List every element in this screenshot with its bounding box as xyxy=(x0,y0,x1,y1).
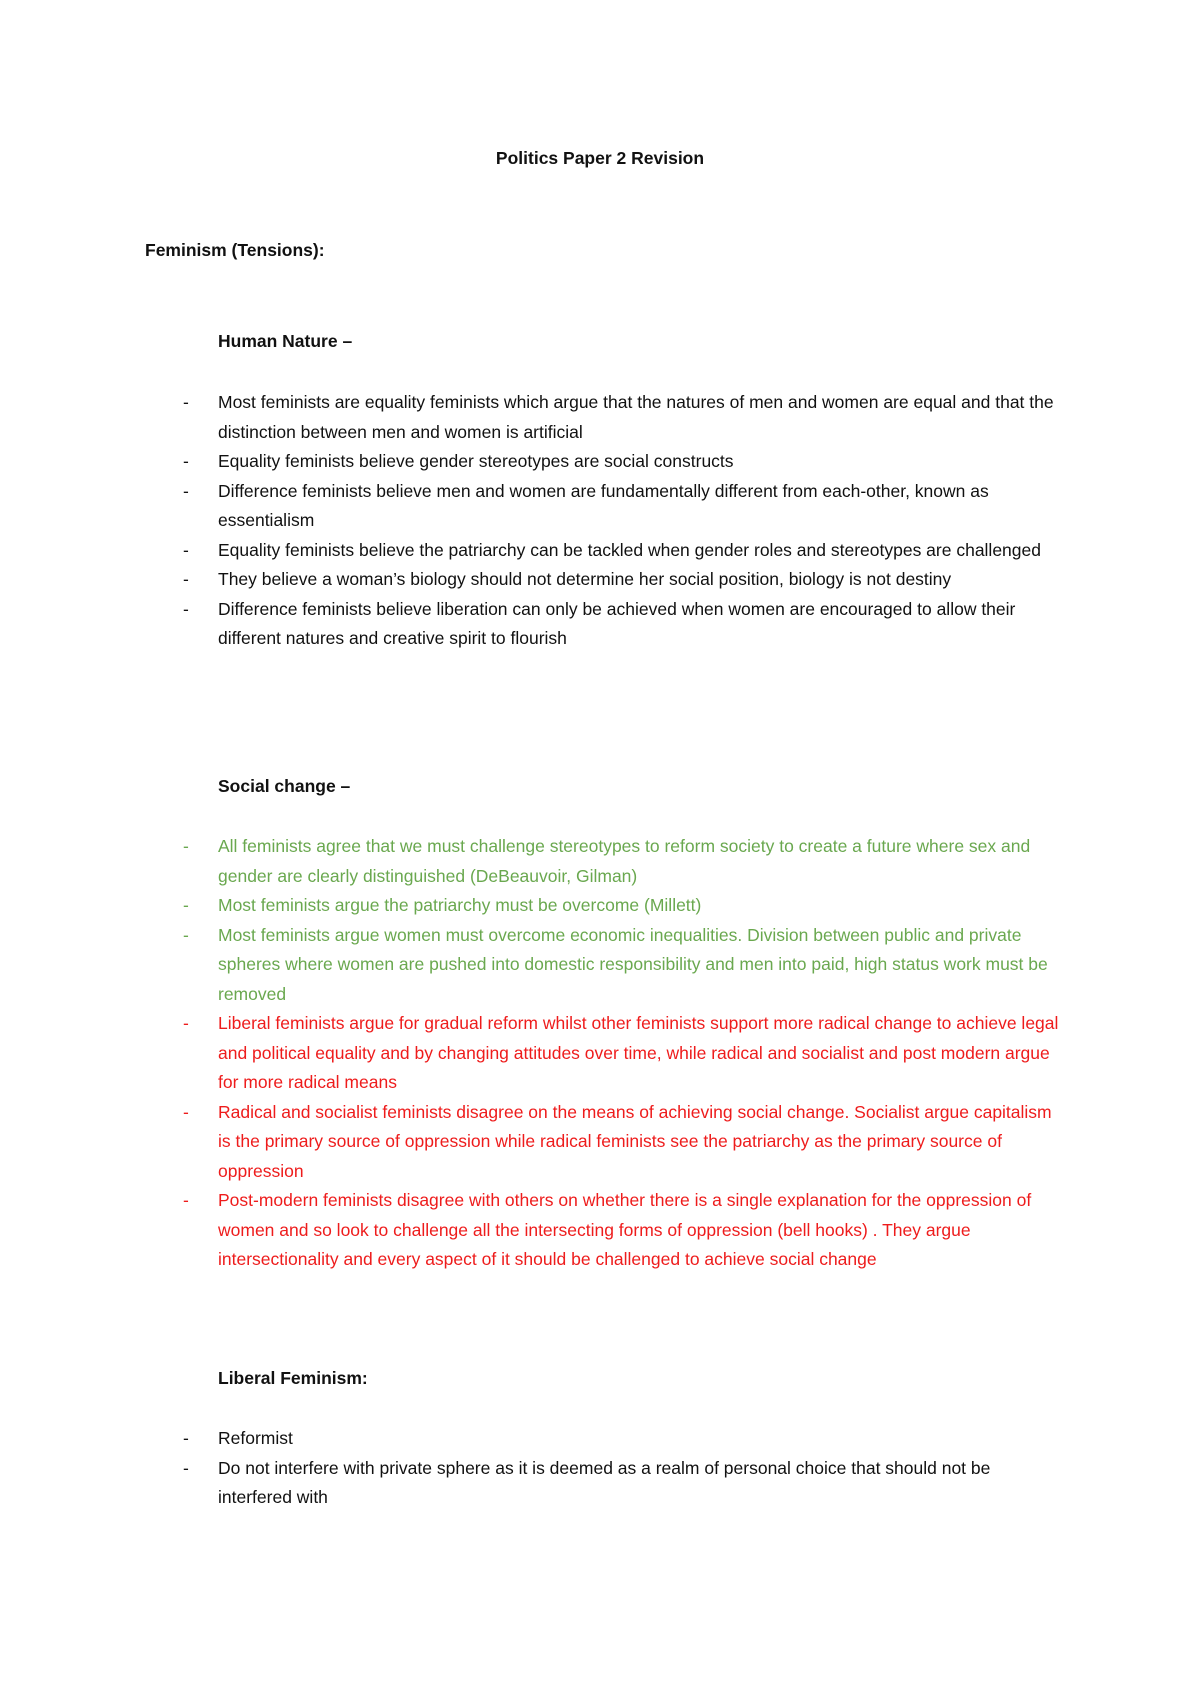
bullet-dash: - xyxy=(183,1457,189,1478)
list-human-nature xyxy=(0,388,1200,654)
bullet-dash: - xyxy=(183,1428,189,1448)
document-title: Politics Paper 2 Revision xyxy=(495,148,705,168)
list-item xyxy=(0,1098,1200,1187)
bullet-dash: - xyxy=(183,1190,189,1210)
list-item xyxy=(0,1454,1200,1513)
bullet-dash: - xyxy=(183,1013,189,1033)
bullet-dash: - xyxy=(183,598,189,619)
list-item-text: Difference feminists believe liberation can only be achieved when women are encouraged to allow their different natures and creative spirit to flourish xyxy=(218,598,1016,648)
bullet-dash: - xyxy=(183,836,189,856)
list-social-change xyxy=(0,832,1200,1275)
subheading-social-change: Social change – xyxy=(218,776,351,796)
list-item-text: Do not interfere with private sphere as it is deemed as a realm of personal choice that should not be interfered with xyxy=(218,1457,991,1507)
subheading-human-nature: Human Nature – xyxy=(218,331,353,351)
list-item-text: Equality feminists believe the patriarchy can be tackled when gender roles and stereotypes are challenged xyxy=(218,539,1041,560)
list-item xyxy=(0,477,1200,536)
subheading-liberal-feminism: Liberal Feminism: xyxy=(218,1368,368,1388)
list-item xyxy=(0,1186,1200,1275)
list-item-text: Most feminists argue the patriarchy must be overcome (Millett) xyxy=(218,895,702,915)
list-item xyxy=(0,388,1200,447)
list-item-text: Difference feminists believe men and women are fundamentally different from each-other, known as essentialism xyxy=(218,480,989,530)
bullet-dash: - xyxy=(183,392,189,412)
section-heading-feminism-tensions: Feminism (Tensions): xyxy=(145,240,325,260)
list-item xyxy=(0,447,1200,477)
bullet-dash: - xyxy=(183,924,189,945)
list-item xyxy=(0,891,1200,921)
list-item-text: All feminists agree that we must challenge stereotypes to reform society to create a future where sex and gender are clearly distinguished (DeBeauvoir, Gilman) xyxy=(218,836,1031,886)
list-item-text: Reformist xyxy=(218,1428,293,1448)
list-item xyxy=(0,565,1200,595)
list-item-text: Most feminists are equality feminists which argue that the natures of men and women are equal and that the distinction between men and women is artificial xyxy=(218,392,1054,442)
list-item xyxy=(0,595,1200,654)
list-item xyxy=(0,832,1200,891)
bullet-dash: - xyxy=(183,451,189,471)
list-item-text: Most feminists argue women must overcome economic inequalities. Division between public and private spheres where women are pushed into domestic responsibility and men into paid, high status work must be removed xyxy=(218,924,1048,1004)
list-liberal-feminism xyxy=(0,1424,1200,1513)
bullet-dash: - xyxy=(183,480,189,501)
list-item xyxy=(0,536,1200,566)
list-item-text: Radical and socialist feminists disagree on the means of achieving social change. Socialist argue capitalism is the primary source of oppression while radical feminists see the patriarchy as the primary source of oppression xyxy=(218,1101,1052,1181)
list-item-text: Post-modern feminists disagree with others on whether there is a single explanation for the oppression of women and so look to challenge all the intersecting forms of oppression (bell hooks) . They argue intersectionality and every aspect of it should be challenged to achieve social change xyxy=(218,1190,1032,1269)
list-item xyxy=(0,1424,1200,1454)
list-item-text: Equality feminists believe gender stereotypes are social constructs xyxy=(218,451,734,471)
bullet-dash: - xyxy=(183,539,189,560)
list-item xyxy=(0,921,1200,1010)
bullet-dash: - xyxy=(183,895,189,915)
bullet-dash: - xyxy=(183,1101,189,1122)
bullet-dash: - xyxy=(183,569,189,589)
list-item-text: They believe a woman’s biology should not determine her social position, biology is not destiny xyxy=(218,569,952,589)
list-item-text: Liberal feminists argue for gradual reform whilst other feminists support more radical change to achieve legal and political equality and by changing attitudes over time, while radical and socialist and post modern argue for more radical means xyxy=(218,1013,1059,1092)
list-item xyxy=(0,1009,1200,1098)
